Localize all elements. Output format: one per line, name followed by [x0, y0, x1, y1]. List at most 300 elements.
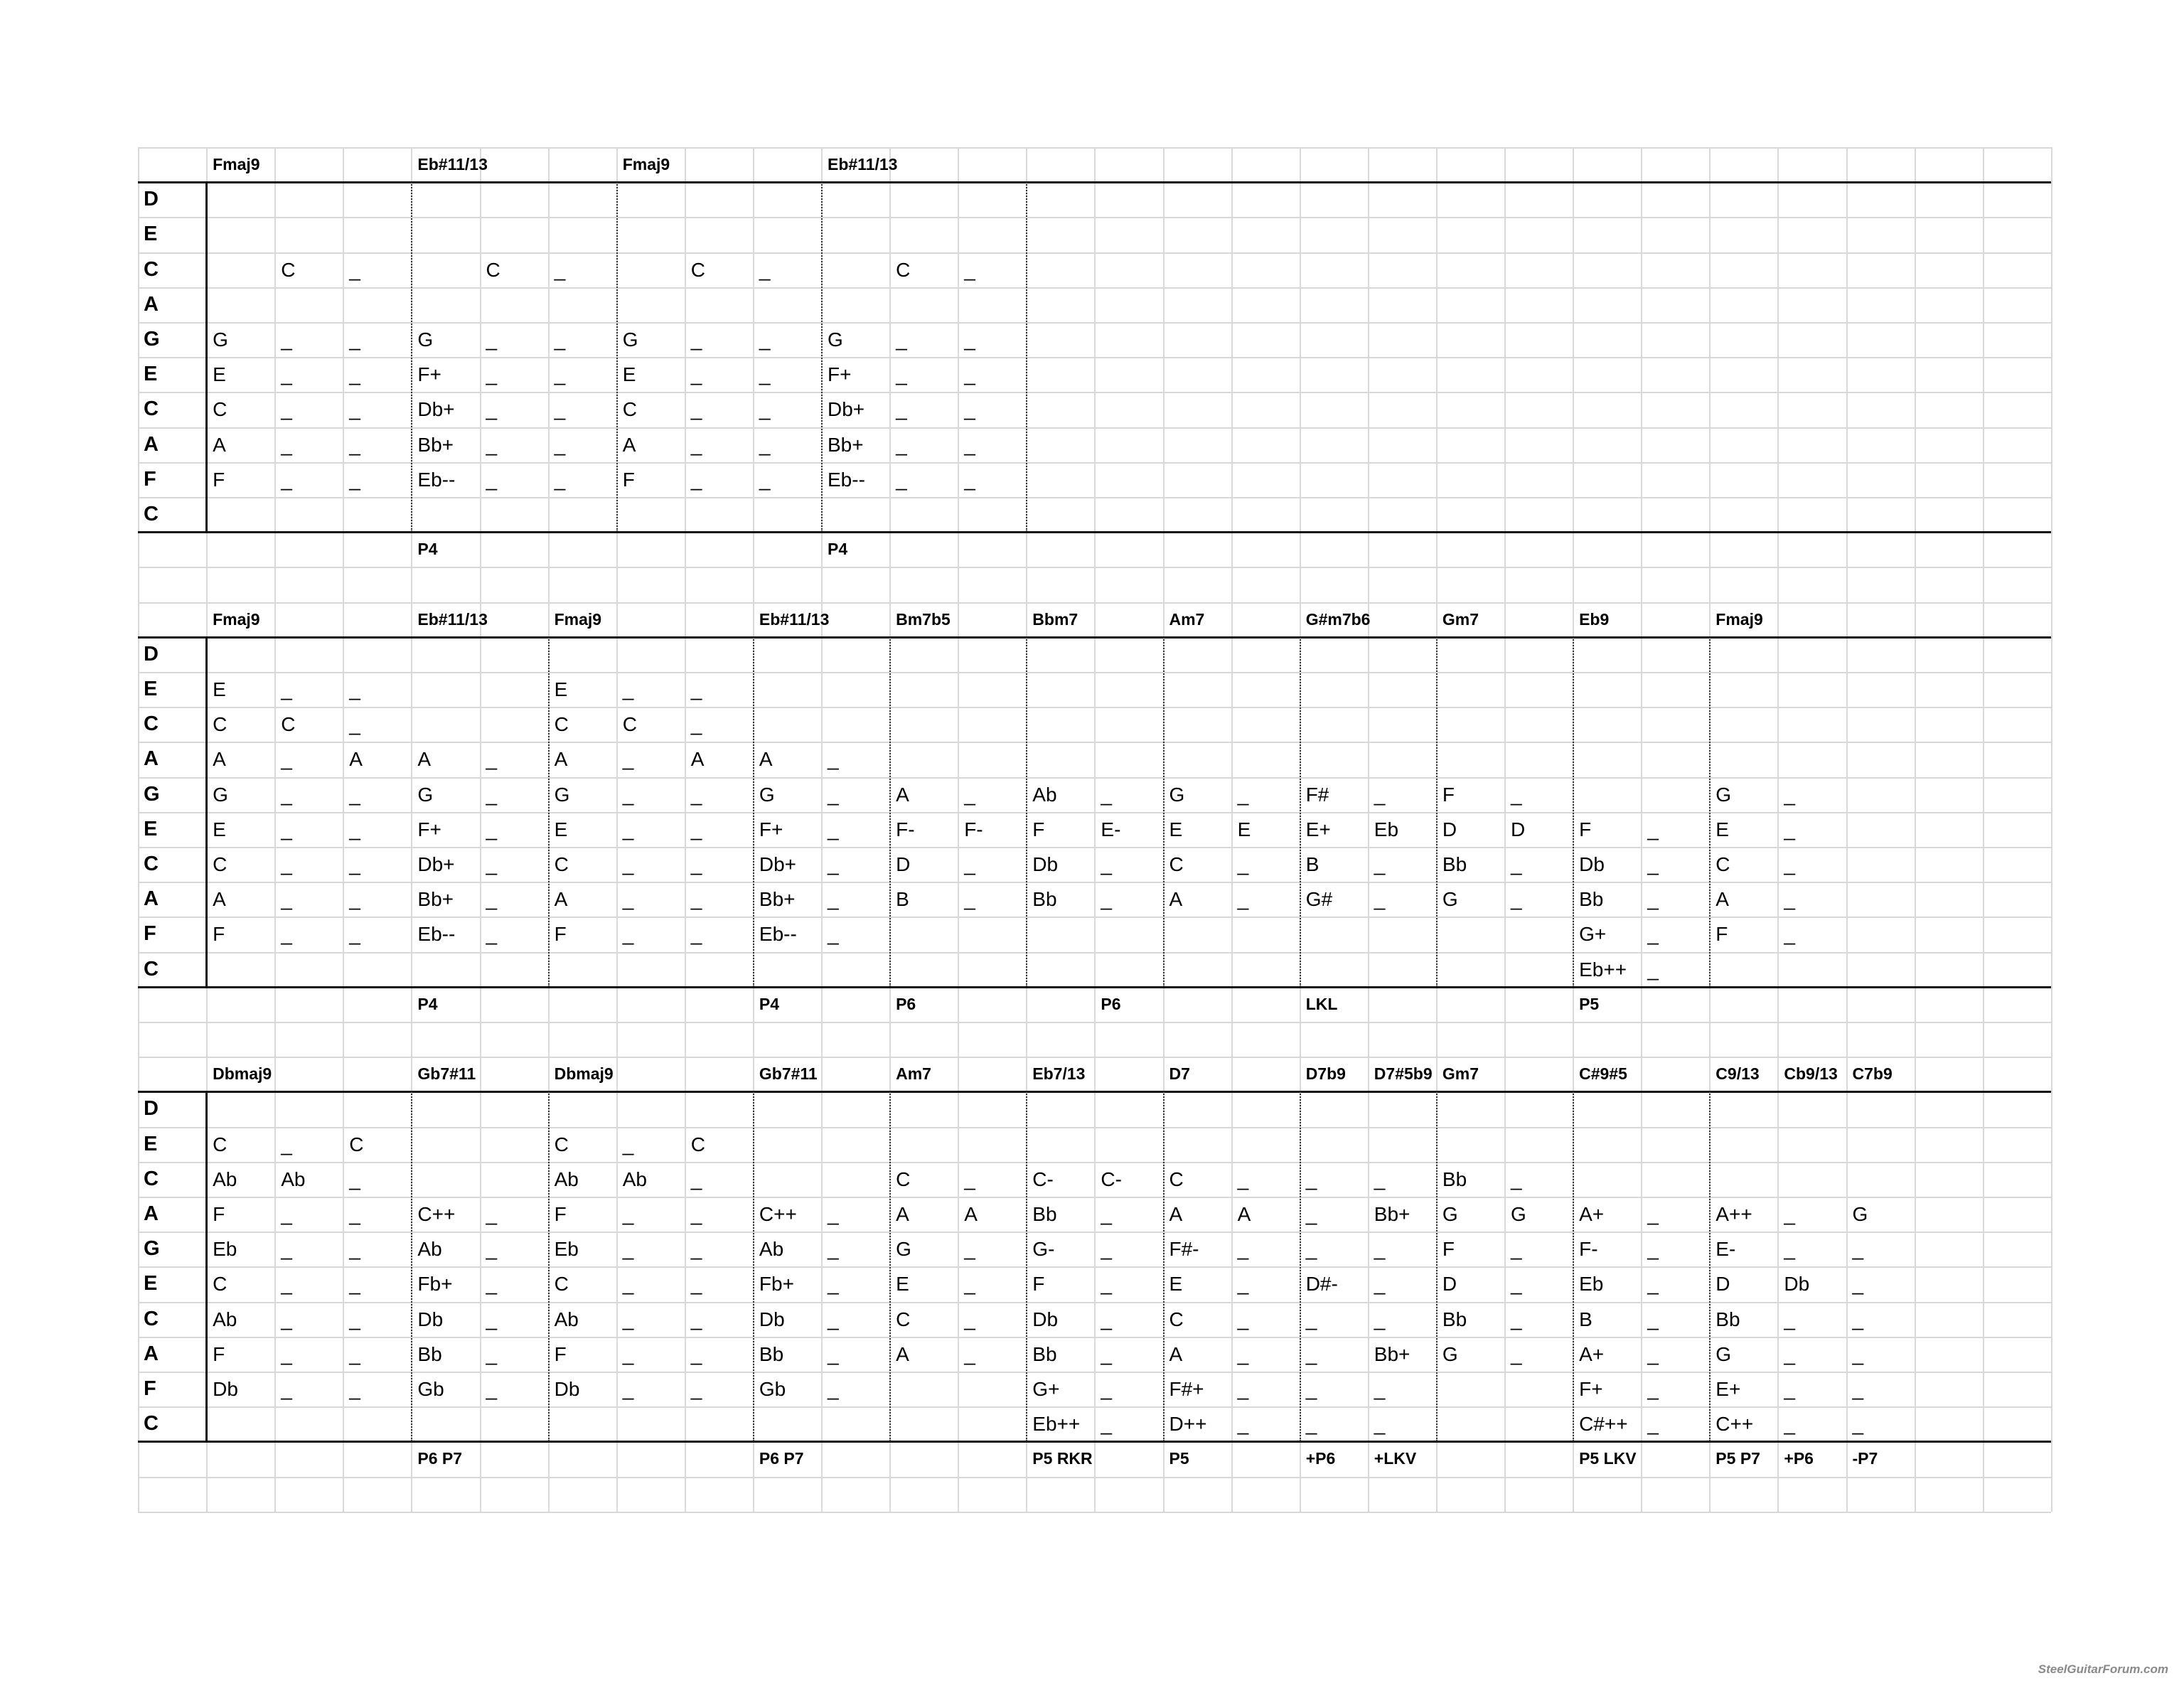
- note-cell: F#-: [1169, 1238, 1199, 1261]
- note-cell: F#+: [1169, 1378, 1204, 1400]
- note-cell: _: [1374, 1273, 1386, 1296]
- note-cell: _: [281, 853, 292, 875]
- note-cell: G: [828, 328, 843, 351]
- note-cell: F: [1579, 818, 1592, 840]
- measure-line: [1709, 637, 1711, 987]
- section-bottom-rule: [138, 986, 2051, 988]
- string-label: C: [144, 1167, 159, 1190]
- note-cell: _: [964, 398, 975, 421]
- note-cell: C: [213, 853, 228, 875]
- note-cell: B: [1579, 1308, 1592, 1330]
- note-cell: _: [554, 398, 566, 421]
- note-cell: _: [486, 468, 498, 491]
- note-cell: F: [213, 468, 225, 491]
- note-cell: Eb: [213, 1238, 237, 1261]
- note-cell: Ab: [213, 1308, 237, 1330]
- note-cell: _: [896, 328, 907, 351]
- chord-name: C7b9: [1852, 1064, 1893, 1084]
- note-cell: Db+: [417, 398, 455, 421]
- note-cell: A: [1169, 1342, 1183, 1365]
- note-cell: F: [622, 468, 635, 491]
- note-cell: C: [213, 1133, 228, 1155]
- note-cell: G+: [1032, 1378, 1060, 1400]
- measure-line: [753, 1091, 754, 1441]
- note-cell: F-: [964, 818, 983, 840]
- chord-name: C9/13: [1715, 1064, 1760, 1084]
- note-cell: _: [1647, 1378, 1659, 1400]
- note-cell: G+: [1579, 923, 1607, 946]
- note-cell: C: [1715, 853, 1730, 875]
- note-cell: C: [690, 1133, 706, 1155]
- note-cell: _: [1101, 853, 1112, 875]
- note-cell: _: [281, 783, 292, 806]
- note-cell: Eb: [1579, 1273, 1604, 1296]
- measure-line: [889, 637, 891, 987]
- note-cell: _: [349, 1168, 360, 1190]
- note-cell: Db+: [828, 398, 865, 421]
- note-cell: _: [1101, 1308, 1112, 1330]
- measure-line: [1573, 637, 1574, 987]
- note-cell: _: [554, 468, 566, 491]
- grid-line-h: [138, 567, 2051, 568]
- note-cell: _: [1237, 783, 1249, 806]
- chord-name: Cb9/13: [1784, 1064, 1838, 1084]
- note-cell: _: [349, 678, 360, 700]
- note-cell: _: [1784, 1378, 1795, 1400]
- note-cell: C: [554, 853, 569, 875]
- note-cell: _: [896, 433, 907, 456]
- note-cell: C: [896, 258, 911, 281]
- note-cell: F: [1032, 818, 1045, 840]
- chord-name: Am7: [896, 1064, 931, 1084]
- note-cell: _: [828, 1378, 839, 1400]
- note-cell: A: [213, 888, 226, 911]
- note-cell: _: [1784, 1342, 1795, 1365]
- note-cell: _: [622, 678, 634, 700]
- note-cell: C++: [759, 1203, 797, 1225]
- note-cell: _: [554, 328, 566, 351]
- string-label: C: [144, 853, 159, 875]
- note-cell: _: [486, 818, 498, 840]
- note-cell: _: [349, 888, 360, 911]
- note-cell: A: [622, 433, 636, 456]
- note-cell: _: [486, 1273, 498, 1296]
- note-cell: _: [281, 1238, 292, 1261]
- note-cell: _: [486, 923, 498, 946]
- note-cell: _: [759, 328, 771, 351]
- note-cell: _: [964, 258, 975, 281]
- string-label: C: [144, 1412, 159, 1436]
- string-label: A: [144, 1342, 159, 1365]
- note-cell: _: [690, 1378, 702, 1400]
- pedal-label: +P6: [1784, 1449, 1814, 1468]
- note-cell: _: [486, 1342, 498, 1365]
- section-bottom-rule: [138, 531, 2051, 533]
- note-cell: A: [1715, 888, 1729, 911]
- note-cell: _: [281, 748, 292, 771]
- note-cell: _: [281, 468, 292, 491]
- note-cell: G: [896, 1238, 911, 1261]
- pedal-label: P5 P7: [1715, 1449, 1760, 1468]
- note-cell: G: [554, 783, 570, 806]
- chord-name: Eb7/13: [1032, 1064, 1086, 1084]
- note-cell: C: [554, 713, 569, 736]
- note-cell: C: [554, 1133, 569, 1155]
- note-cell: C: [213, 713, 228, 736]
- note-cell: D: [1715, 1273, 1730, 1296]
- string-label: G: [144, 328, 160, 351]
- grid-line-h: [138, 497, 2051, 498]
- note-cell: _: [828, 748, 839, 771]
- note-cell: _: [690, 363, 702, 386]
- note-cell: _: [349, 1308, 360, 1330]
- grid-line-h: [138, 217, 2051, 218]
- chord-name: Gm7: [1442, 1064, 1479, 1084]
- note-cell: G: [759, 783, 775, 806]
- note-cell: _: [622, 1378, 634, 1400]
- note-cell: C: [554, 1273, 569, 1296]
- measure-line: [821, 182, 823, 532]
- note-cell: Db: [1579, 853, 1605, 875]
- note-cell: F: [554, 1342, 567, 1365]
- chord-name: Fmaj9: [213, 155, 260, 173]
- note-cell: D: [1511, 818, 1526, 840]
- note-cell: _: [964, 783, 975, 806]
- note-cell: Bb: [1032, 1342, 1057, 1365]
- note-cell: F+: [1579, 1378, 1603, 1400]
- note-cell: _: [1852, 1378, 1864, 1400]
- note-cell: _: [622, 1203, 634, 1225]
- note-cell: E: [1715, 818, 1729, 840]
- note-cell: Eb: [554, 1238, 579, 1261]
- section-left-rule: [205, 637, 208, 987]
- measure-line: [889, 1091, 891, 1441]
- string-label: F: [144, 467, 156, 491]
- note-cell: G: [1511, 1203, 1526, 1225]
- note-cell: D: [1442, 818, 1457, 840]
- note-cell: F: [213, 923, 225, 946]
- note-cell: _: [486, 1203, 498, 1225]
- note-cell: _: [1647, 818, 1659, 840]
- string-label: C: [144, 257, 159, 281]
- string-label: E: [144, 223, 158, 246]
- note-cell: F+: [759, 818, 783, 840]
- note-cell: Db+: [759, 853, 797, 875]
- string-label: A: [144, 887, 159, 911]
- note-cell: Db: [554, 1378, 580, 1400]
- note-cell: Bb: [1442, 853, 1467, 875]
- note-cell: _: [1784, 1308, 1795, 1330]
- pedal-label: P4: [417, 994, 438, 1013]
- note-cell: C: [349, 1133, 364, 1155]
- note-cell: _: [486, 783, 498, 806]
- note-cell: Ab: [213, 1168, 237, 1190]
- note-cell: _: [759, 258, 771, 281]
- note-cell: Ab: [759, 1238, 784, 1261]
- note-cell: _: [1852, 1308, 1864, 1330]
- measure-line: [616, 182, 618, 532]
- note-cell: A+: [1579, 1342, 1605, 1365]
- note-cell: _: [486, 1308, 498, 1330]
- note-cell: E: [896, 1273, 909, 1296]
- note-cell: E-: [1715, 1238, 1736, 1261]
- note-cell: Bb: [1032, 1203, 1057, 1225]
- measure-line: [548, 1091, 550, 1441]
- note-cell: G-: [1032, 1238, 1055, 1261]
- measure-line: [1163, 637, 1165, 987]
- note-cell: G: [1715, 783, 1732, 806]
- note-cell: _: [486, 398, 498, 421]
- pedal-label: P5: [1579, 994, 1600, 1013]
- note-cell: E: [1237, 818, 1251, 840]
- note-cell: _: [622, 1238, 634, 1261]
- note-cell: _: [964, 1308, 975, 1330]
- note-cell: Bb+: [759, 888, 796, 911]
- measure-line: [1709, 1091, 1711, 1441]
- pedal-label: -P7: [1852, 1449, 1878, 1468]
- note-cell: _: [1237, 1273, 1249, 1296]
- note-cell: _: [1852, 1273, 1864, 1296]
- grid-line-h: [138, 287, 2051, 289]
- note-cell: C: [281, 713, 296, 736]
- note-cell: _: [281, 1378, 292, 1400]
- pedal-label: P6: [896, 994, 916, 1013]
- string-label: F: [144, 1377, 156, 1400]
- note-cell: F: [1442, 1238, 1455, 1261]
- note-cell: A: [690, 748, 705, 771]
- note-cell: D#-: [1305, 1273, 1338, 1296]
- note-cell: Bb: [759, 1342, 784, 1365]
- note-cell: Fb+: [417, 1273, 453, 1296]
- pedal-label: P4: [759, 994, 780, 1013]
- note-cell: _: [1852, 1342, 1864, 1365]
- note-cell: B: [1305, 853, 1320, 875]
- grid-line-h: [138, 1127, 2051, 1128]
- note-cell: Db: [213, 1378, 238, 1400]
- note-cell: _: [1374, 853, 1386, 875]
- note-cell: _: [1101, 1378, 1112, 1400]
- chord-name: Eb#11/13: [417, 609, 488, 629]
- grid-line-v: [1915, 147, 1916, 1512]
- section-top-rule: [138, 636, 2051, 639]
- note-cell: _: [281, 433, 292, 456]
- note-cell: _: [281, 1273, 292, 1296]
- chord-name: Gm7: [1442, 609, 1479, 629]
- note-cell: _: [1305, 1168, 1317, 1190]
- note-cell: G: [1442, 888, 1458, 911]
- string-label: C: [144, 712, 159, 736]
- note-cell: _: [690, 398, 702, 421]
- grid-line-h: [138, 1022, 2051, 1023]
- watermark: SteelGuitarForum.com: [2038, 1662, 2168, 1676]
- note-cell: _: [690, 433, 702, 456]
- chord-name: G#m7b6: [1305, 609, 1371, 629]
- chord-name: Fmaj9: [213, 609, 260, 629]
- pedal-label: LKL: [1305, 994, 1338, 1013]
- note-cell: _: [690, 1238, 702, 1261]
- note-cell: _: [486, 1378, 498, 1400]
- note-cell: _: [281, 678, 292, 700]
- note-cell: _: [1647, 1203, 1659, 1225]
- note-cell: _: [1511, 1168, 1522, 1190]
- note-cell: F: [213, 1203, 225, 1225]
- note-cell: Bb: [1442, 1308, 1467, 1330]
- note-cell: _: [622, 1273, 634, 1296]
- note-cell: _: [759, 433, 771, 456]
- note-cell: _: [1784, 1203, 1795, 1225]
- note-cell: _: [1374, 1168, 1386, 1190]
- chord-name: D7b9: [1305, 1064, 1346, 1084]
- note-cell: F: [1442, 783, 1455, 806]
- note-cell: Fb+: [759, 1273, 794, 1296]
- note-cell: _: [1511, 888, 1522, 911]
- note-cell: _: [1237, 1168, 1249, 1190]
- note-cell: A: [349, 748, 363, 771]
- note-cell: G: [1442, 1203, 1458, 1225]
- pedal-label: P6 P7: [759, 1449, 804, 1468]
- section-left-rule: [205, 1091, 208, 1441]
- note-cell: Db: [759, 1308, 785, 1330]
- note-cell: E: [213, 678, 226, 700]
- chord-name: D7: [1169, 1064, 1190, 1084]
- chord-name: Fmaj9: [622, 155, 670, 173]
- note-cell: _: [1647, 1308, 1659, 1330]
- measure-line: [1436, 637, 1438, 987]
- note-cell: Bb: [417, 1342, 442, 1365]
- note-cell: C: [213, 398, 228, 421]
- note-cell: E-: [1101, 818, 1121, 840]
- note-cell: _: [486, 328, 498, 351]
- note-cell: A: [759, 748, 773, 771]
- note-cell: _: [690, 1342, 702, 1365]
- note-cell: _: [281, 1203, 292, 1225]
- note-cell: G: [622, 328, 638, 351]
- note-cell: _: [1647, 1238, 1659, 1261]
- note-cell: _: [349, 468, 360, 491]
- grid-line-v: [1983, 147, 1984, 1512]
- note-cell: _: [690, 818, 702, 840]
- note-cell: _: [1101, 1203, 1112, 1225]
- note-cell: F-: [896, 818, 915, 840]
- note-cell: C: [896, 1168, 911, 1190]
- note-cell: D++: [1169, 1413, 1207, 1436]
- grid-line-h: [138, 952, 2051, 953]
- note-cell: _: [1784, 888, 1795, 911]
- string-label: E: [144, 678, 158, 700]
- chord-name: Dbmaj9: [554, 1064, 614, 1084]
- note-cell: _: [964, 1168, 975, 1190]
- note-cell: G: [417, 783, 434, 806]
- note-cell: F: [554, 1203, 567, 1225]
- note-cell: _: [1305, 1342, 1317, 1365]
- string-label: C: [144, 1307, 159, 1330]
- note-cell: Bb: [1032, 888, 1057, 911]
- string-label: E: [144, 363, 158, 386]
- note-cell: F: [1715, 923, 1728, 946]
- note-cell: _: [1647, 1413, 1659, 1436]
- note-cell: _: [964, 1273, 975, 1296]
- note-cell: _: [349, 433, 360, 456]
- string-label: G: [144, 1237, 160, 1261]
- note-cell: _: [1237, 1413, 1249, 1436]
- note-cell: _: [1647, 1342, 1659, 1365]
- note-cell: _: [690, 1273, 702, 1296]
- chord-name: Dbmaj9: [213, 1064, 272, 1084]
- note-cell: Db: [1032, 1308, 1059, 1330]
- measure-line: [1573, 1091, 1574, 1441]
- note-cell: _: [964, 853, 975, 875]
- note-cell: G: [213, 328, 228, 351]
- note-cell: _: [1784, 923, 1795, 946]
- note-cell: E: [213, 363, 226, 386]
- note-cell: F: [1032, 1273, 1045, 1296]
- note-cell: A: [896, 1342, 909, 1365]
- note-cell: Bb: [1579, 888, 1604, 911]
- note-cell: _: [486, 433, 498, 456]
- note-cell: _: [828, 888, 839, 911]
- note-cell: _: [828, 1203, 839, 1225]
- note-cell: _: [1511, 1342, 1522, 1365]
- note-cell: _: [349, 1342, 360, 1365]
- note-cell: _: [349, 398, 360, 421]
- note-cell: F#: [1305, 783, 1329, 806]
- note-cell: _: [1237, 1378, 1249, 1400]
- note-cell: _: [1237, 1238, 1249, 1261]
- string-label: D: [144, 1097, 159, 1121]
- note-cell: _: [1511, 1308, 1522, 1330]
- note-cell: _: [1511, 1238, 1522, 1261]
- note-cell: Eb++: [1032, 1413, 1081, 1436]
- note-cell: _: [281, 1342, 292, 1365]
- note-cell: _: [486, 748, 498, 771]
- note-cell: G: [1442, 1342, 1458, 1365]
- note-cell: Bb+: [828, 433, 864, 456]
- note-cell: _: [1101, 888, 1112, 911]
- note-cell: _: [1305, 1378, 1317, 1400]
- section-bottom-rule: [138, 1441, 2051, 1443]
- note-cell: Ab: [622, 1168, 647, 1190]
- string-label: A: [144, 1202, 159, 1225]
- note-cell: _: [281, 1308, 292, 1330]
- note-cell: _: [622, 1342, 634, 1365]
- note-cell: Gb: [759, 1378, 786, 1400]
- note-cell: Bb: [1715, 1308, 1740, 1330]
- note-cell: _: [759, 363, 771, 386]
- note-cell: C: [690, 258, 706, 281]
- note-cell: _: [1374, 1308, 1386, 1330]
- note-cell: _: [1374, 1413, 1386, 1436]
- pedal-label: P5: [1169, 1449, 1189, 1468]
- note-cell: _: [690, 328, 702, 351]
- note-cell: E: [622, 363, 636, 386]
- note-cell: C: [622, 398, 637, 421]
- chord-name: Eb#11/13: [417, 155, 488, 173]
- note-cell: _: [964, 888, 975, 911]
- note-cell: Db+: [417, 853, 455, 875]
- note-cell: _: [896, 363, 907, 386]
- note-cell: Eb: [1374, 818, 1399, 840]
- note-cell: C-: [1101, 1168, 1122, 1190]
- note-cell: Ab: [554, 1308, 579, 1330]
- note-cell: D: [1442, 1273, 1457, 1296]
- grid-line-h: [138, 707, 2051, 708]
- note-cell: _: [759, 398, 771, 421]
- note-cell: _: [1305, 1308, 1317, 1330]
- note-cell: _: [1784, 853, 1795, 875]
- note-cell: Bb+: [417, 888, 454, 911]
- note-cell: _: [690, 783, 702, 806]
- note-cell: _: [622, 888, 634, 911]
